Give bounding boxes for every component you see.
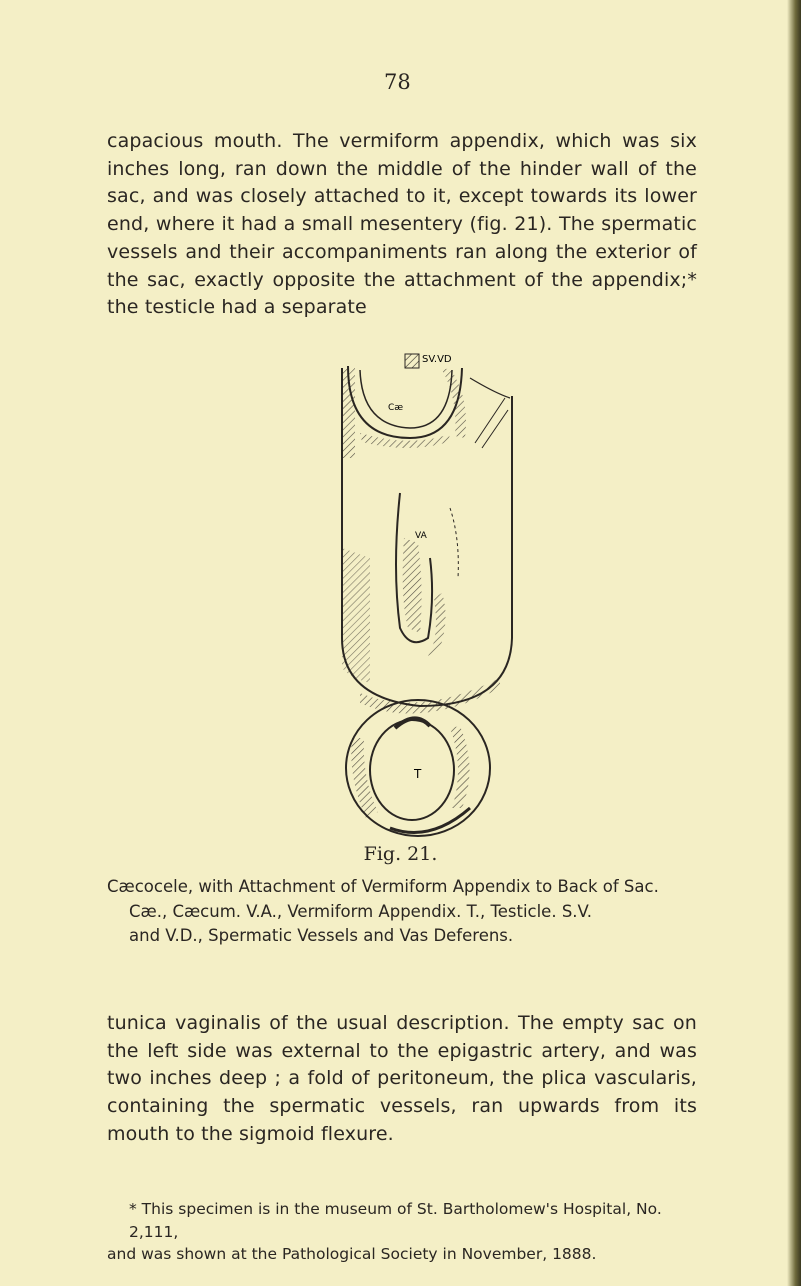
- figure-number: Fig. 21.: [363, 843, 438, 865]
- footnote-line: and was shown at the Pathological Society in November, 1888.: [107, 1245, 597, 1263]
- figure-illustration: [300, 338, 540, 838]
- figure-label-testicle: T: [414, 767, 422, 781]
- body-paragraph-2: tunica vaginalis of the usual description. The empty sac on the left side was external to the epigastric artery, and was two inches deep ; a fold of peritoneum, the plica vascularis, containing the spermatic vessels, ran upwards from its mouth to the sigmoid flexure.: [107, 1012, 697, 1145]
- figure-label-caecum: Cæ: [388, 403, 404, 413]
- footnote-line: * This specimen is in the museum of St. Bartholomew's Hospital, No. 2,111,: [129, 1200, 662, 1241]
- caption-line: Cæ., Cæcum. V.A., Vermiform Appendix. T., Testicle. S.V.: [129, 901, 592, 921]
- page-edge-shadow: [787, 0, 801, 1286]
- footnote: [107, 1198, 697, 1266]
- figure-label-sv-vd: SV.VD: [422, 354, 452, 365]
- figure-label-va: VA: [415, 531, 427, 541]
- figure-caption: [107, 875, 697, 949]
- page-number: 78: [384, 70, 411, 94]
- caption-line: Cæcocele, with Attachment of Vermiform Appendix to Back of Sac.: [107, 877, 659, 896]
- caption-line: and V.D., Spermatic Vessels and Vas Deferens.: [129, 926, 514, 945]
- body-paragraph-1: capacious mouth. The vermiform appendix, which was six inches long, ran down the middle of the hinder wall of the sac, and was closely attached to it, except towards its lower end, where it had a small mesentery (fig. 21). The spermatic vessels and their accompaniments ran along the exterior of the sac, exactly opposite the attachment of the appendix;* the testicle had a separate: [107, 130, 697, 319]
